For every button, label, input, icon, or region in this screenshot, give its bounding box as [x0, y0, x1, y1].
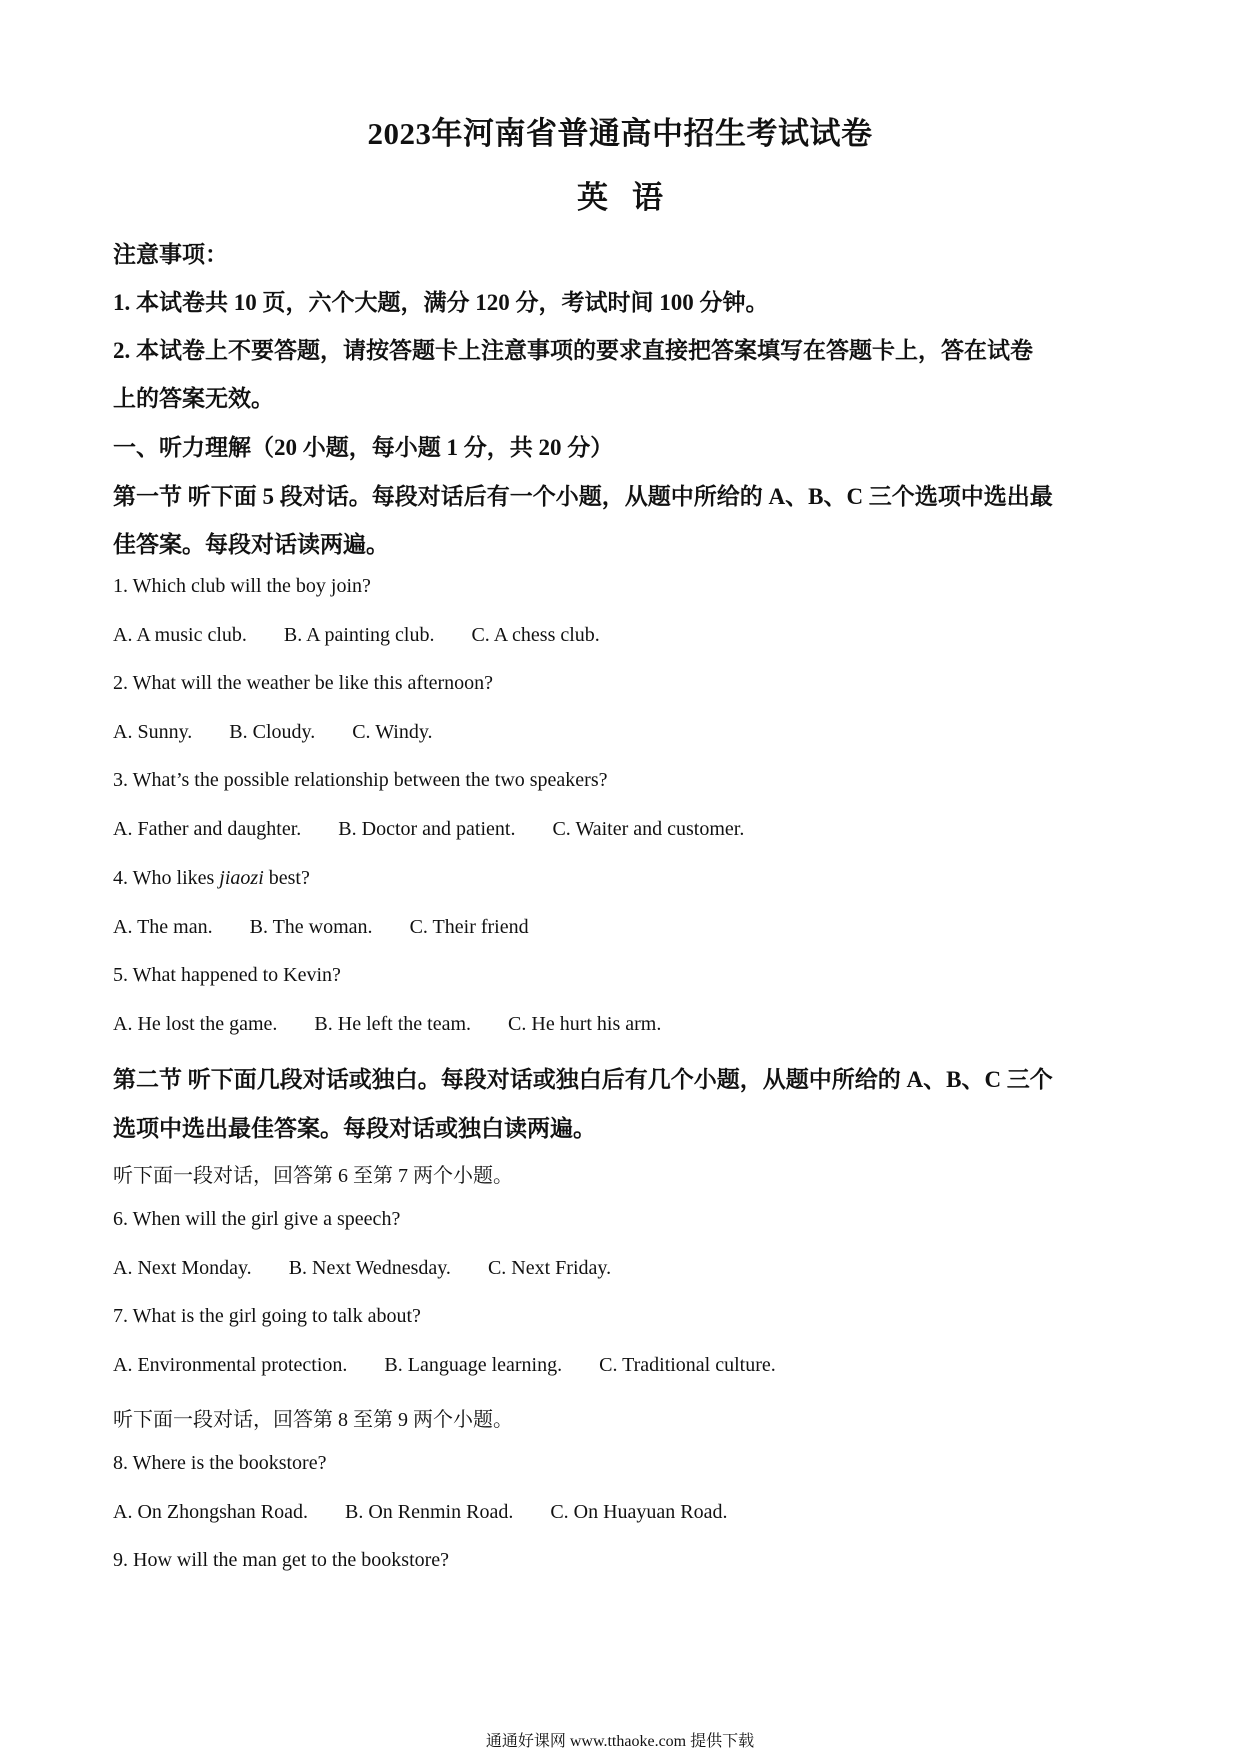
question-2: 2. What will the weather be like this afternoon? — [113, 672, 494, 694]
option-b: B. Doctor and patient. — [338, 818, 516, 840]
instruction-8-9: 听下面一段对话，回答第 8 至第 9 两个小题。 — [113, 1409, 513, 1431]
footer-watermark: 通通好课网 www.tthaoke.com 提供下载 — [485, 1733, 755, 1750]
option-c: C. Their friend — [409, 916, 529, 938]
option-c: C. Windy. — [352, 721, 433, 743]
options-4 — [113, 916, 529, 939]
question-8: 8. Where is the bookstore? — [113, 1452, 327, 1474]
question-6: 6. When will the girl give a speech? — [113, 1208, 401, 1230]
subject-title: 英语 — [577, 180, 687, 215]
option-a: A. Environmental protection. — [113, 1354, 348, 1376]
option-a: A. On Zhongshan Road. — [113, 1501, 308, 1523]
option-b: B. He left the team. — [314, 1013, 472, 1035]
option-a: A. A music club. — [113, 624, 247, 646]
options-6 — [113, 1257, 611, 1280]
question-7: 7. What is the girl going to talk about? — [113, 1305, 421, 1327]
option-b: B. Cloudy. — [229, 721, 316, 743]
question-1: 1. Which club will the boy join? — [113, 575, 371, 597]
option-c: C. Traditional culture. — [599, 1354, 776, 1376]
option-c: C. Waiter and customer. — [552, 818, 745, 840]
options-3 — [113, 818, 744, 841]
option-a: A. Sunny. — [113, 721, 193, 743]
italic-term: jiaozi — [219, 867, 264, 889]
options-7 — [113, 1354, 776, 1377]
note-item-1: 1. 本试卷共 10 页，六个大题，满分 120 分，考试时间 100 分钟。 — [113, 290, 769, 315]
option-a: A. Father and daughter. — [113, 818, 302, 840]
option-c: C. On Huayuan Road. — [550, 1501, 728, 1523]
option-a: A. He lost the game. — [113, 1013, 278, 1035]
options-5 — [113, 1013, 661, 1036]
note-item-2-line-1: 2. 本试卷上不要答题，请按答题卡上注意事项的要求直接把答案填写在答题卡上，答在试卷 — [113, 338, 1033, 363]
option-c: C. Next Friday. — [487, 1257, 612, 1279]
page-title: 2023年河南省普通高中招生考试试卷 — [367, 116, 873, 151]
option-a: A. Next Monday. — [113, 1257, 252, 1279]
option-c: C. A chess club. — [471, 624, 600, 646]
options-2 — [113, 721, 433, 744]
option-b: B. Next Wednesday. — [288, 1257, 451, 1279]
question-3: 3. What’s the possible relationship between the two speakers? — [113, 769, 608, 791]
option-b: B. The woman. — [249, 916, 373, 938]
option-a: A. The man. — [113, 916, 213, 938]
part2-instruction-line-1: 第二节 听下面几段对话或独白。每段对话或独白后有几个小题，从题中所给的 A、B、C 三个 — [113, 1067, 1053, 1092]
question-9: 9. How will the man get to the bookstore? — [113, 1549, 450, 1571]
option-c: C. He hurt his arm. — [508, 1013, 662, 1035]
notes-heading: 注意事项： — [113, 242, 228, 267]
part2-instruction-line-2: 选项中选出最佳答案。每段对话或独白读两遍。 — [113, 1116, 596, 1141]
part1-instruction-line-2: 佳答案。每段对话读两遍。 — [113, 532, 389, 557]
question-5: 5. What happened to Kevin? — [113, 964, 341, 986]
option-b: B. A painting club. — [283, 624, 435, 646]
option-b: B. On Renmin Road. — [344, 1501, 514, 1523]
question-4: 4. Who likes jiaozi best? — [113, 867, 310, 889]
option-b: B. Language learning. — [384, 1354, 563, 1376]
instruction-6-7: 听下面一段对话，回答第 6 至第 7 两个小题。 — [113, 1165, 513, 1187]
options-8 — [113, 1501, 728, 1524]
part1-instruction-line-1: 第一节 听下面 5 段对话。每段对话后有一个小题，从题中所给的 A、B、C 三个选项中选出最 — [113, 484, 1053, 509]
note-item-2-line-2: 上的答案无效。 — [113, 386, 274, 411]
section-heading: 一、听力理解（20 小题，每小题 1 分，共 20 分） — [113, 435, 614, 460]
options-1 — [113, 624, 600, 647]
